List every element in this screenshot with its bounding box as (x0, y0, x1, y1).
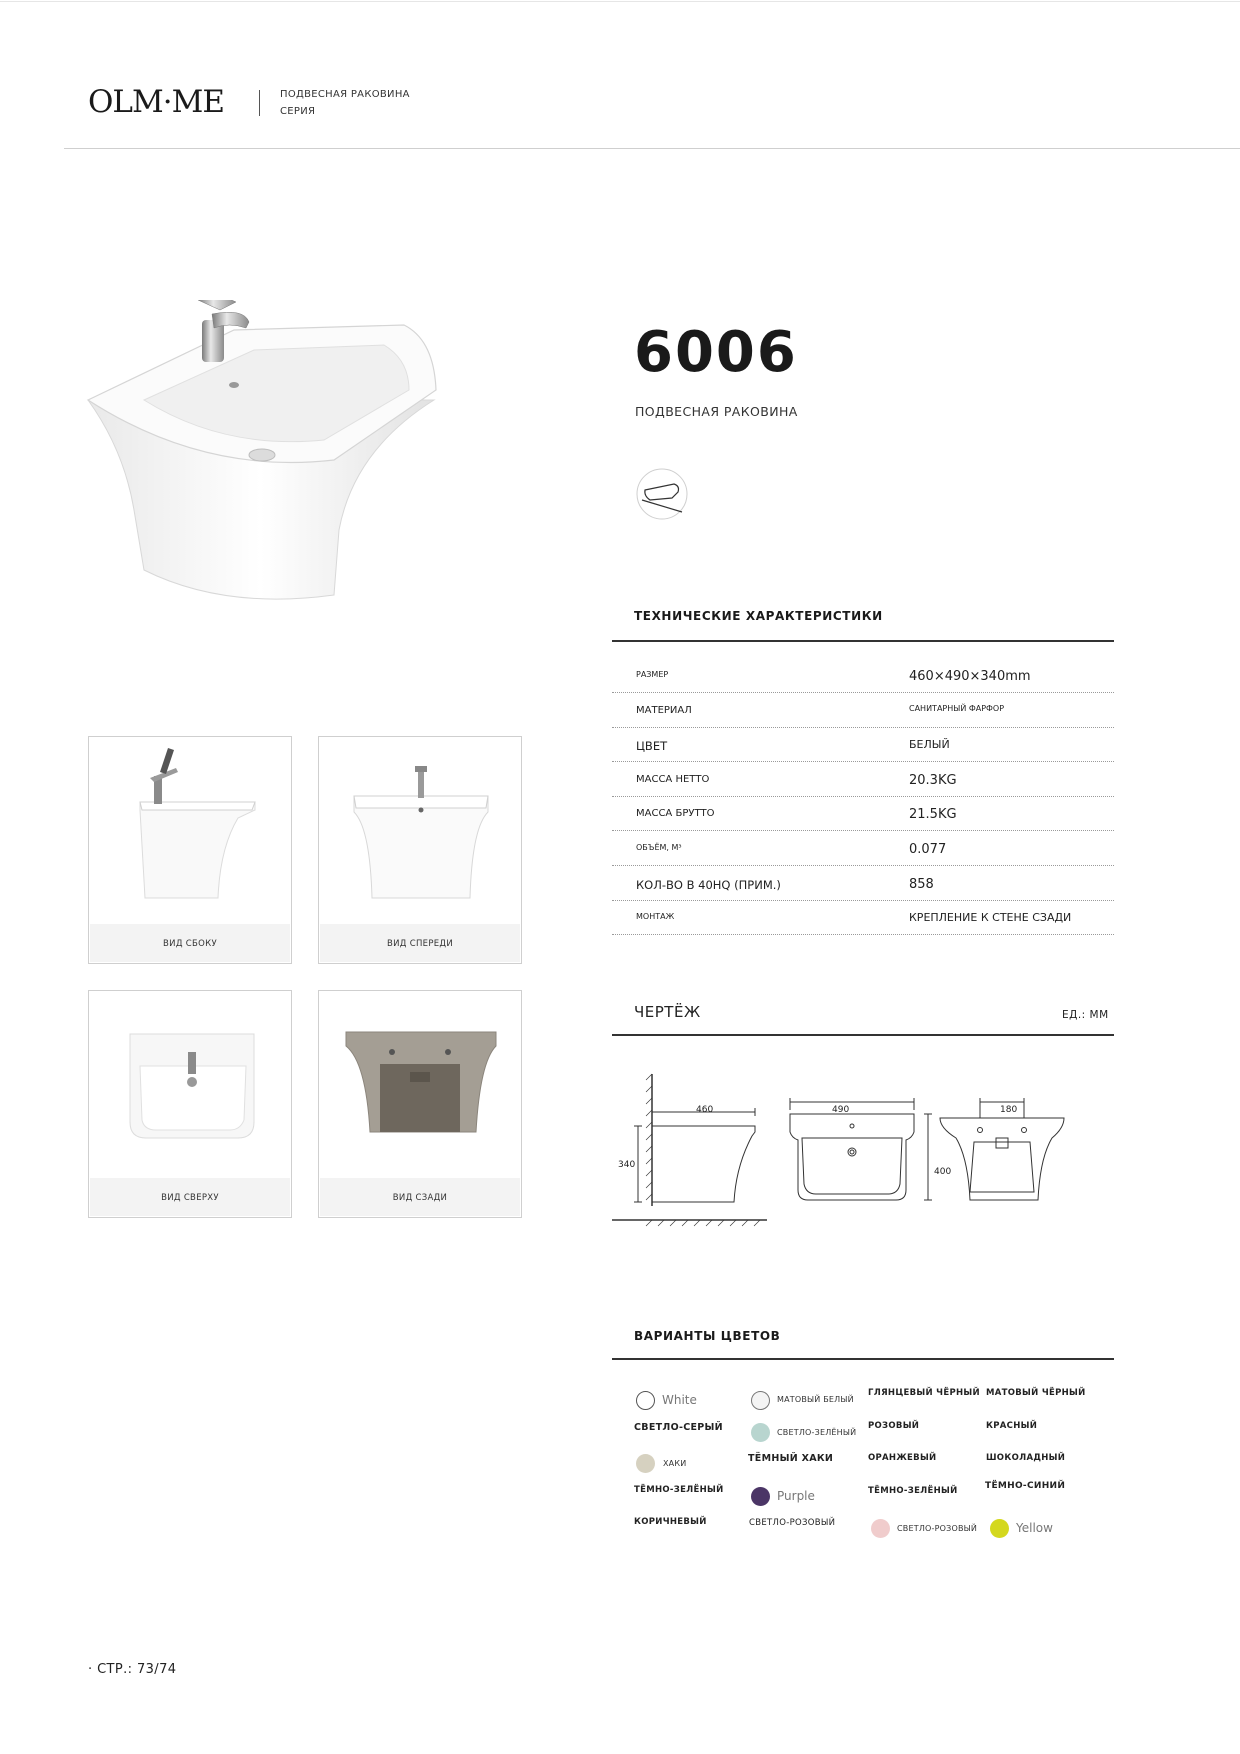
brand-logo: OLM·ME (88, 84, 224, 120)
header-rule (64, 148, 1240, 149)
front-view-image (320, 738, 522, 924)
spec-key: РАЗМЕР (636, 670, 669, 679)
view-caption: ВИД СБОКУ (163, 939, 217, 949)
top-border (0, 1, 1240, 2)
color-red: КРАСНЫЙ (986, 1421, 1038, 1431)
spec-key: КОЛ-ВО В 40HQ (ПРИМ.) (636, 877, 781, 892)
drawing-unit: ЕД.: ММ (1062, 1009, 1109, 1021)
spec-value: САНИТАРНЫЙ ФАРФОР (909, 703, 1005, 713)
back-view-image (320, 992, 522, 1178)
dim-front-height: 400 (934, 1167, 952, 1177)
swatch-light-pink[interactable] (871, 1519, 890, 1538)
swatch-matte-white[interactable] (751, 1391, 770, 1410)
spec-key: ЦВЕТ (636, 739, 668, 754)
spec-value: 858 (909, 876, 934, 892)
view-caption: ВИД СПЕРЕДИ (386, 939, 454, 949)
header-series: СЕРИЯ (280, 106, 316, 117)
dim-front-width: 490 (832, 1105, 850, 1115)
logo-divider (259, 90, 260, 116)
spec-key: МАССА НЕТТО (636, 773, 710, 785)
spec-value: БЕЛЫЙ (909, 738, 950, 752)
colors-title: ВАРИАНТЫ ЦВЕТОВ (634, 1329, 781, 1343)
color-matte-black: МАТОВЫЙ ЧЁРНЫЙ (986, 1388, 1086, 1398)
colors-rule (612, 1358, 1114, 1360)
color-light-pink-1: СВЕТЛО-РОЗОВЫЙ (749, 1518, 836, 1528)
spec-key: МАТЕРИАЛ (636, 704, 692, 716)
color-matte-white: МАТОВЫЙ БЕЛЫЙ (777, 1395, 854, 1404)
dim-side-height: 340 (618, 1160, 636, 1170)
color-light-green: СВЕТЛО-ЗЕЛЁНЫЙ (777, 1428, 857, 1437)
thumb-side-view[interactable] (88, 736, 292, 964)
dim-side-width: 460 (696, 1105, 714, 1115)
drawing-rule (612, 1034, 1114, 1036)
spec-value: 460×490×340mm (909, 669, 1031, 684)
wall-hung-basin-icon (636, 468, 688, 520)
color-light-pink-2: СВЕТЛО-РОЗОВЫЙ (897, 1524, 978, 1533)
model-number: 6006 (634, 320, 798, 385)
color-light-grey: СВЕТЛО-СЕРЫЙ (634, 1422, 723, 1433)
spec-value: КРЕПЛЕНИЕ К СТЕНЕ СЗАДИ (909, 911, 1072, 925)
thumb-top-view[interactable] (88, 990, 292, 1218)
swatch-purple[interactable] (751, 1487, 770, 1506)
spec-row (612, 796, 1114, 831)
color-white: White (662, 1393, 697, 1407)
spec-key: ОБЪЁМ, М³ (636, 843, 682, 852)
color-khaki: ХАКИ (663, 1459, 687, 1468)
spec-value: 21.5KG (909, 807, 957, 823)
drawing-title: ЧЕРТЁЖ (634, 1003, 701, 1021)
product-hero-image (84, 300, 444, 620)
spec-row (612, 831, 1114, 866)
swatch-white[interactable] (636, 1391, 655, 1410)
color-purple: Purple (777, 1489, 815, 1503)
color-dark-blue: ТЁМНО-СИНИЙ (985, 1481, 1066, 1491)
color-orange: ОРАНЖЕВЫЙ (868, 1453, 937, 1463)
header-category: ПОДВЕСНАЯ РАКОВИНА (280, 89, 410, 100)
color-brown: КОРИЧНЕВЫЙ (634, 1517, 707, 1527)
spec-row (612, 693, 1114, 728)
side-view-image (90, 738, 292, 924)
dim-back-width: 180 (1000, 1105, 1018, 1115)
specs-title: ТЕХНИЧЕСКИЕ ХАРАКТЕРИСТИКИ (634, 609, 883, 623)
spec-key: МОНТАЖ (636, 912, 675, 922)
view-caption: ВИД СЗАДИ (392, 1193, 448, 1203)
spec-row (612, 866, 1114, 901)
spec-value: 0.077 (909, 842, 947, 857)
page-number: · СТР.: 73/74 (88, 1662, 177, 1677)
color-dark-green-2: ТЁМНО-ЗЕЛЁНЫЙ (868, 1486, 958, 1496)
spec-row (612, 762, 1114, 797)
swatch-light-green[interactable] (751, 1423, 770, 1442)
color-pink: РОЗОВЫЙ (868, 1421, 920, 1431)
color-dark-green-1: ТЁМНО-ЗЕЛЁНЫЙ (634, 1485, 724, 1495)
thumb-back-view[interactable] (318, 990, 522, 1218)
swatch-khaki[interactable] (636, 1454, 655, 1473)
top-view-image (90, 992, 292, 1178)
technical-drawing (612, 1066, 1092, 1246)
color-chocolate: ШОКОЛАДНЫЙ (986, 1453, 1066, 1463)
color-dark-khaki: ТЁМНЫЙ ХАКИ (748, 1453, 834, 1464)
color-gloss-black: ГЛЯНЦЕВЫЙ ЧЁРНЫЙ (868, 1388, 980, 1398)
spec-value: 20.3KG (909, 772, 957, 788)
spec-row (612, 727, 1114, 762)
specs-rule (612, 640, 1114, 642)
spec-row (612, 900, 1114, 935)
swatch-yellow[interactable] (990, 1519, 1009, 1538)
view-caption: ВИД СВЕРХУ (161, 1193, 219, 1203)
thumb-front-view[interactable] (318, 736, 522, 964)
spec-key: МАССА БРУТТО (636, 808, 715, 820)
product-type: ПОДВЕСНАЯ РАКОВИНА (635, 404, 798, 419)
spec-row (612, 658, 1114, 693)
color-yellow: Yellow (1016, 1521, 1053, 1535)
